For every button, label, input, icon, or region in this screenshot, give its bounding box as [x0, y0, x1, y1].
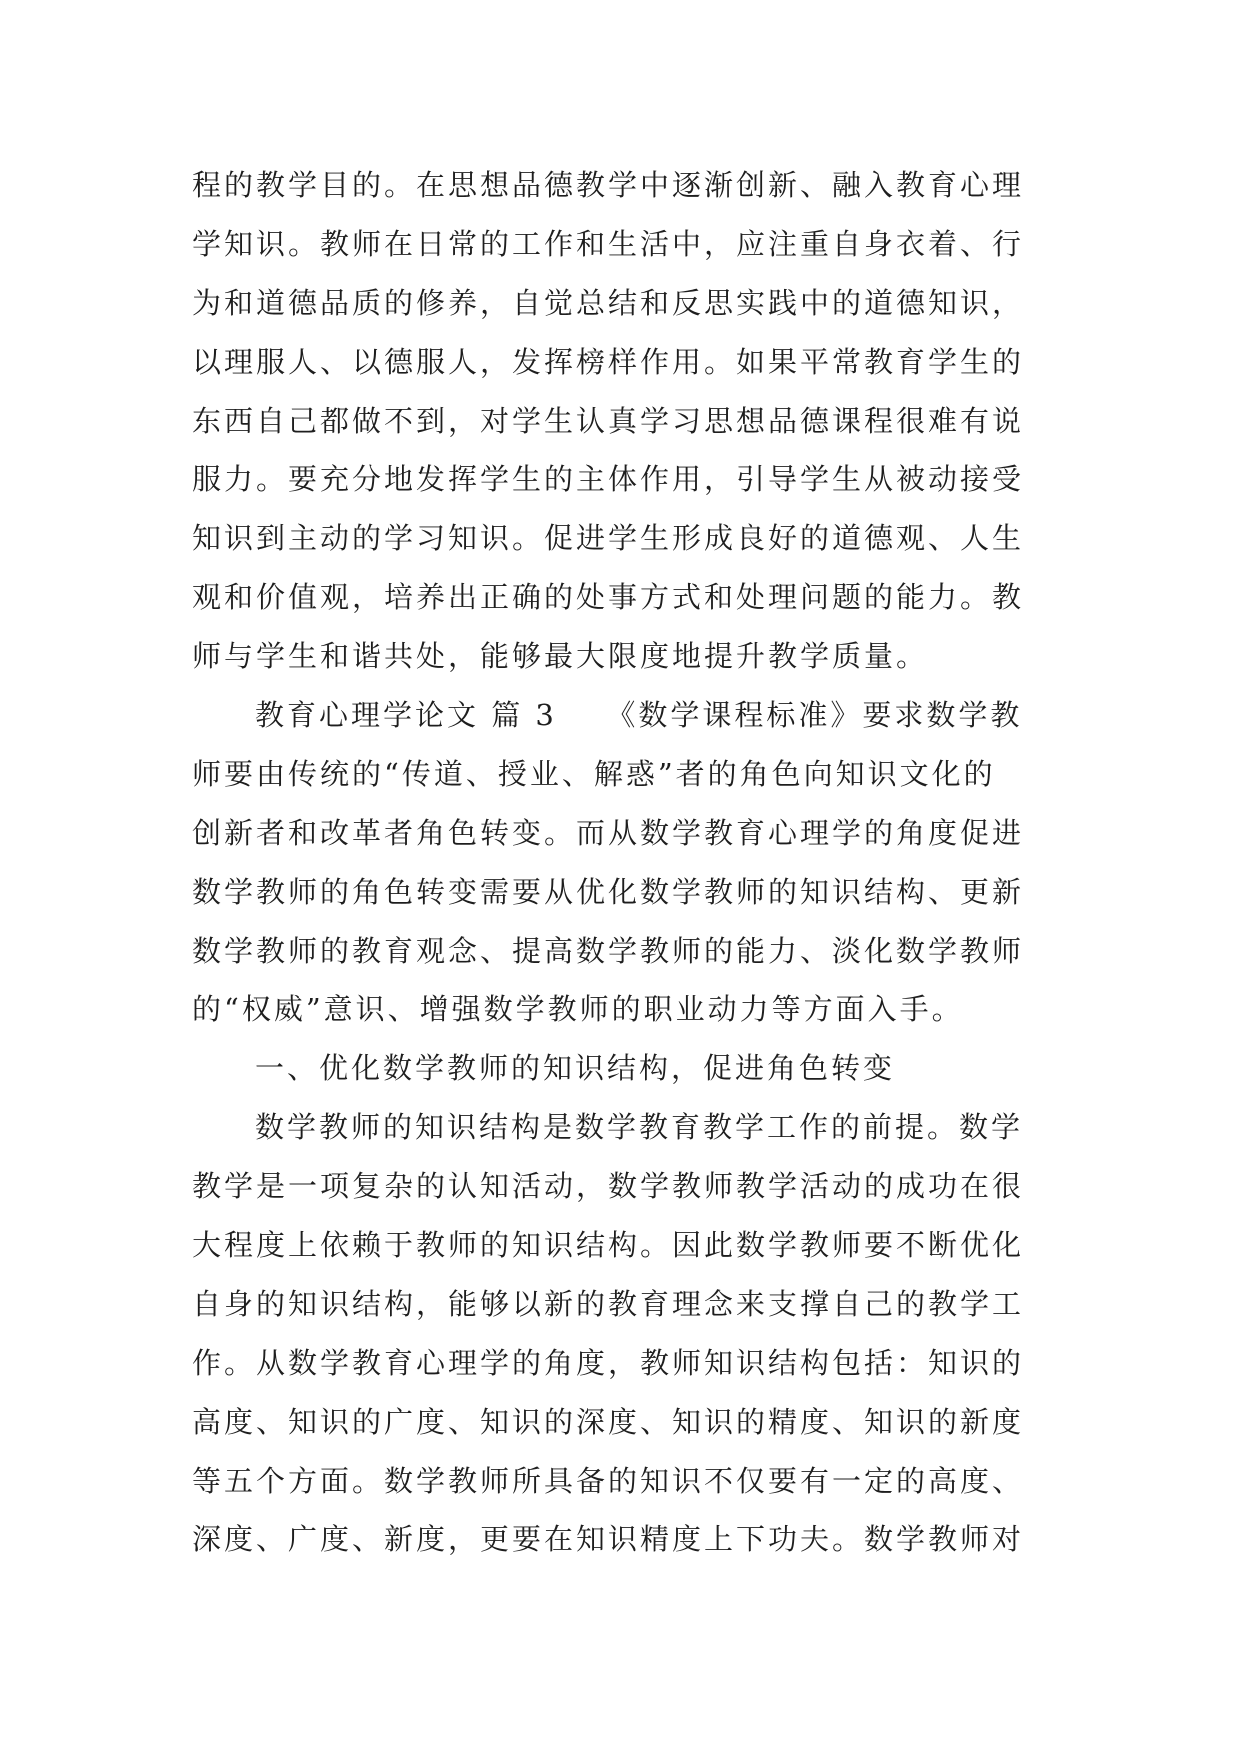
text-line: 程的教学目的。在思想品德教学中逐渐创新、融入教育心理 [192, 168, 1025, 202]
text-line: 师要由传统的“传道、授业、解惑”者的角色向知识文化的 [192, 756, 996, 791]
paragraph-first-line: 数学教师的知识结构是数学教育教学工作的前提。数学 [255, 1110, 1024, 1145]
text-line: 深度、广度、新度，更要在知识精度上下功夫。数学教师对 [192, 1522, 1025, 1557]
text-line: 数学教师的教育观念、提高数学教师的能力、淡化数学教师 [192, 933, 1025, 968]
text-line: 等五个方面。数学教师所具备的知识不仅要有一定的高度、 [192, 1463, 1025, 1498]
text-line: 以理服人、以德服人，发挥榜样作用。如果平常教育学生的 [192, 344, 1025, 379]
text-line: 为和道德品质的修养，自觉总结和反思实践中的道德知识， [192, 285, 1025, 320]
text-line: 服力。要充分地发挥学生的主体作用，引导学生从被动接受 [192, 462, 1025, 497]
text-line: 高度、知识的广度、知识的深度、知识的精度、知识的新度 [192, 1404, 1025, 1439]
text-line: 师与学生和谐共处，能够最大限度地提升教学质量。 [192, 639, 929, 674]
text-line: 学知识。教师在日常的工作和生活中，应注重自身衣着、行 [192, 226, 1025, 261]
body-text [192, 156, 1092, 1569]
text-line: 创新者和改革者角色转变。而从数学教育心理学的角度促进 [192, 815, 1025, 850]
text-line: 的“权威”意识、增强数学教师的职业动力等方面入手。 [192, 992, 964, 1027]
subheading-line: 一、优化数学教师的知识结构，促进角色转变 [255, 1051, 896, 1086]
text-line: 数学教师的角色转变需要从优化数学教师的知识结构、更新 [192, 874, 1025, 909]
text-line: 知识到主动的学习知识。促进学生形成良好的道德观、人生 [192, 521, 1025, 556]
text-line: 教学是一项复杂的认知活动，数学教师教学活动的成功在很 [192, 1169, 1025, 1204]
section-heading-line: 教育心理学论文 篇 3 《数学课程标准》要求数学教 [255, 698, 1023, 733]
text-line: 东西自己都做不到，对学生认真学习思想品德课程很难有说 [192, 403, 1025, 438]
text-line: 自身的知识结构，能够以新的教育理念来支撑自己的教学工 [192, 1286, 1025, 1321]
text-line: 作。从数学教育心理学的角度，教师知识结构包括：知识的 [192, 1345, 1025, 1380]
text-line: 观和价值观，培养出正确的处事方式和处理问题的能力。教 [192, 580, 1025, 615]
text-line: 大程度上依赖于教师的知识结构。因此数学教师要不断优化 [192, 1228, 1025, 1263]
